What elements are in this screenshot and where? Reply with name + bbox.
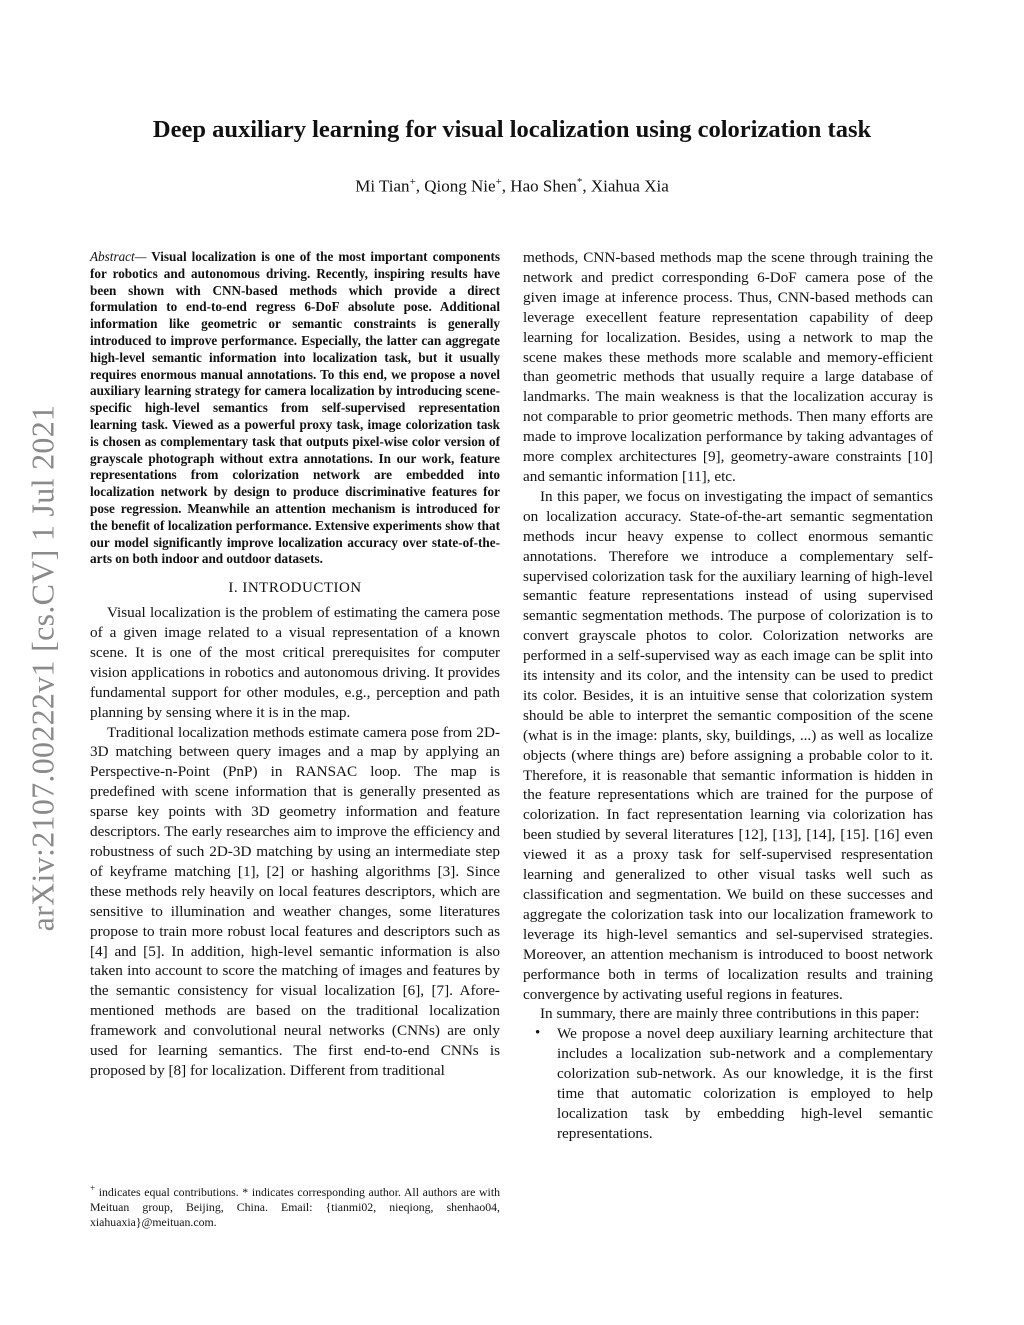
- abstract-lead: Abstract—: [90, 249, 147, 264]
- body-paragraph: Traditional localization methods estimate camera pose from 2D-3D matching between query images and a map by applying an Perspective-n-Point (PnP) in RANSAC loop. The map is predefined with scene information that is generally presented as sparse key points with 3D geometry information and feature descriptors. The early researches aim to improve the efficiency and robustness of such 2D-3D matching by using an intermediate step of keyframe matching [1], [2] or hashing algorithms [3]. Since these methods rely heavily on local features descriptors, which are sensitive to illumination and weather changes, some literatures propose to train more robust local features and descriptors such as [4] and [5]. In addition, high-level semantic information is also taken into account to score the matching of images and features by the semantic consistency for visual localization [6], [7]. Afore-mentioned methods are based on the traditional localization framework and convolutional neural networks (CNNs) are only used for learning semantics. The first end-to-end CNNs is proposed by [8] for localization. Different from traditional: [90, 723, 500, 1079]
- author-mark: +: [409, 176, 416, 188]
- arxiv-identifier: [18, 378, 68, 958]
- author-name: Xiahua Xia: [590, 176, 669, 196]
- author-name: Hao Shen: [510, 176, 577, 196]
- author-name: Mi Tian: [355, 176, 410, 196]
- footnote-text: indicates equal contributions. * indicates corresponding author. All authors are with Meituan group, Beijing, China. Email: {tianmi02, nieqiong, shenhao04, xiahuaxia}@meituan.com.: [90, 1184, 500, 1229]
- author-name: Qiong Nie: [424, 176, 496, 196]
- author-mark: +: [495, 176, 502, 188]
- section-heading-introduction: I. INTRODUCTION: [228, 580, 362, 597]
- paper-title: Deep auxiliary learning for visual localization using colorization task: [152, 116, 872, 143]
- body-paragraph-continued: methods, CNN-based methods map the scene through training the network and predict corresponding 6-DoF camera pose of the given image at inference process. Thus, CNN-based methods can leverage execellent feature representation capability of deep learning for localization. Besides, using a network to map the scene makes these methods more scalable and memory-efficient than geometric methods that usually require a large database of landmarks. The main weakness is that the localization accuray is not comparable to prior geometric methods. Then many efforts are made to improve localization performance by taking advantages of more complex architectures [9], geometry-aware constraints [10] and semantic information [11], etc.: [523, 249, 933, 485]
- author-list: Mi Tian+, Qiong Nie+, Hao Shen*, Xiahua Xia: [355, 176, 669, 196]
- right-column: [523, 248, 933, 1144]
- body-paragraph: In summary, there are mainly three contributions in this paper:: [540, 1005, 920, 1023]
- contribution-item: [523, 1024, 933, 1143]
- arxiv-id-text: arXiv:2107.00222v1 [cs.CV] 1 Jul 2021: [24, 404, 61, 932]
- body-paragraph: In this paper, we focus on investigating the impact of semantics on localization accuracy. State-of-the-art semantic segmentation methods incur heavy expense to collect enormous semantic annotations. Therefore we introduce a complementary self-supervised colorization task for the auxiliary learning of high-level semantic feature representations instead of using supervised semantic segmentation methods. The purpose of colorization is to convert grayscale photos to color. Colorization networks are performed in a self-supervised way as each image can be split into its intensity and its color, and the intensity can be used to predict its color. Besides, it is an intuitive sense that colorization system should be able to interpret the semantic composition of the scene (what is in the image: plants, sky, buildings, ...) as well as localize objects (where things are) before assigning a probable color to it. Therefore, it is reasonable that semantic information is hidden in the feature representations which are trained for the purpose of colorization. In fact representation learning via colorization has been studied by several literatures [12], [13], [14], [15]. [16] even viewed it as a proxy task for self-supervised respresentation learning and generalized to other visual tasks well such as classification and segmentation. We build on these successes and aggregate the colorization task into our localization framework to leverage its high-level semantics and sel-supervised strategies. Moreover, an attention mechanism is introduced to boost network performance both in terms of localization results and training convergence by activating useful regions in features.: [523, 487, 933, 1003]
- abstract-text: Visual localization is one of the most important components for robotics and autonomous driving. Recently, inspiring results have been shown with CNN-based methods which provide a direct formulation to end-to-end regress 6-DoF absolute pose. Additional information like geometric or semantic constraints is generally introduced to improve performance. Especially, the latter can aggregate high-level semantic information into localization task, but it usually requires enormous manual annotations. To this end, we propose a novel auxiliary learning strategy for camera localization by introducing scene-specific high-level semantics from self-supervised representation learning task. Viewed as a powerful proxy task, image colorization task is chosen as complementary task that outputs pixel-wise color version of grayscale photograph without extra annotations. In our work, feature representations from colorization network are embedded into localization network by design to produce discriminative features for pose regression. Meanwhile an attention mechanism is introduced for the benefit of localization performance. Extensive experiments show that our model significantly improve localization accuracy over state-of-the-arts on both indoor and outdoor datasets.: [90, 249, 500, 567]
- body-paragraph: Visual localization is the problem of estimating the camera pose of a given image related to a visual representation of a known scene. It is one of the most critical prerequisites for computer vision applications in robotics and autonomous driving. It provides fundamental support for other modules, e.g., perception and path planning by sensing where it is in the map.: [90, 604, 500, 721]
- footnote: [90, 1181, 500, 1230]
- contribution-text: We propose a novel deep auxiliary learning architecture that includes a localization sub-network and a complementary colorization sub-network. As our knowledge, it is the first time that automatic colorization is employed to help localization task by embedding high-level semantic representations.: [557, 1025, 933, 1142]
- bullet-icon: •: [535, 1025, 541, 1042]
- left-column: [90, 249, 500, 1081]
- abstract: [90, 249, 500, 568]
- footnote-mark: +: [90, 1183, 96, 1193]
- contribution-list: [523, 1024, 933, 1143]
- author-mark: *: [576, 176, 583, 188]
